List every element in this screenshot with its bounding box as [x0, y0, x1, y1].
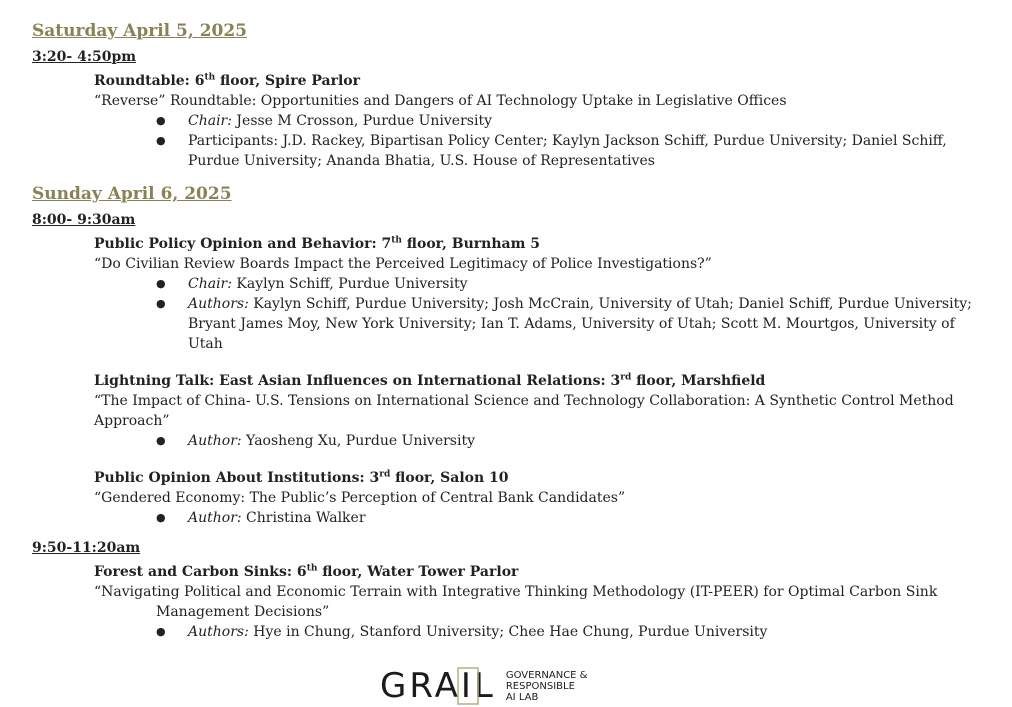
bullet-icon: ● [156, 511, 166, 524]
time-slot: 8:00- 9:30am [32, 212, 136, 228]
schedule [32, 20, 982, 642]
session-title: Public Opinion About Institutions: 3rd floor, Salon 10 [94, 469, 509, 486]
time-slot: 9:50-11:20am [32, 540, 141, 556]
list-item: ● Participants: J.D. Rackey, Bipartisan Policy Center; Kaylyn Jackson Schiff, Purdue University; Daniel Schiff, Purdue University; Ananda Bhatia, U.S. House of Representatives [156, 133, 947, 169]
list-item: ● Authors: Hye in Chung, Stanford University; Chee Hae Chung, Purdue University [156, 624, 768, 640]
list-item: ● Author: Christina Walker [156, 510, 366, 526]
list-item: ● Authors: Kaylyn Schiff, Purdue University; Josh McCrain, University of Utah; Daniel Schiff, Purdue University; Bryant James Moy, New York University; Ian T. Adams, University of Utah; Scott M. Mourtgos, University of Utah [156, 296, 972, 352]
session-public-policy [94, 234, 982, 354]
bullet-icon: ● [156, 297, 166, 310]
session-roundtable [94, 71, 982, 171]
people-list [94, 274, 982, 354]
paper-title: “Navigating Political and Economic Terrain with Integrative Thinking Methodology (IT-PEER) for Optimal Carbon Sink Management Decisions” [94, 584, 938, 620]
list-item: ● Chair: Kaylyn Schiff, Purdue University [156, 276, 468, 292]
session-lightning-talk [94, 371, 982, 451]
grail-logo-text: GOVERNANCE & RESPONSIBLE AI LAB [505, 669, 588, 703]
paper-title: “The Impact of China- U.S. Tensions on International Science and Technology Collaboration: A Synthetic Control Method Approach” [94, 393, 954, 429]
day-title: Saturday April 5, 2025 [32, 21, 248, 41]
bullet-icon: ● [156, 134, 166, 147]
session-title: Forest and Carbon Sinks: 6th floor, Water Tower Parlor [94, 563, 519, 580]
grail-logo-mark: GRA IL [380, 666, 496, 706]
session-title: Lightning Talk: East Asian Influences on International Relations: 3rd floor, Marshfield [94, 372, 766, 389]
paper-title: “Reverse” Roundtable: Opportunities and Dangers of AI Technology Uptake in Legislative Offices [94, 93, 787, 109]
session-title: Roundtable: 6th floor, Spire Parlor [94, 72, 361, 89]
session-title: Public Policy Opinion and Behavior: 7th floor, Burnham 5 [94, 235, 541, 252]
day-title: Sunday April 6, 2025 [32, 184, 232, 204]
logo-frame-icon [457, 666, 479, 706]
paper-title: “Gendered Economy: The Public’s Perception of Central Bank Candidates” [94, 490, 626, 506]
bullet-icon: ● [156, 277, 166, 290]
session-forest-carbon [94, 562, 982, 642]
bullet-icon: ● [156, 434, 166, 447]
people-list [94, 111, 982, 171]
session-public-opinion [94, 468, 982, 528]
people-list [94, 431, 982, 451]
bullet-icon: ● [156, 114, 166, 127]
bullet-icon: ● [156, 625, 166, 638]
list-item: ● Chair: Jesse M Crosson, Purdue University [156, 113, 492, 129]
paper-title: “Do Civilian Review Boards Impact the Perceived Legitimacy of Police Investigations?” [94, 256, 712, 272]
people-list [94, 508, 982, 528]
list-item: ● Author: Yaosheng Xu, Purdue University [156, 433, 476, 449]
people-list [94, 622, 982, 642]
time-slot: 3:20- 4:50pm [32, 49, 137, 65]
grail-logo [380, 666, 587, 706]
